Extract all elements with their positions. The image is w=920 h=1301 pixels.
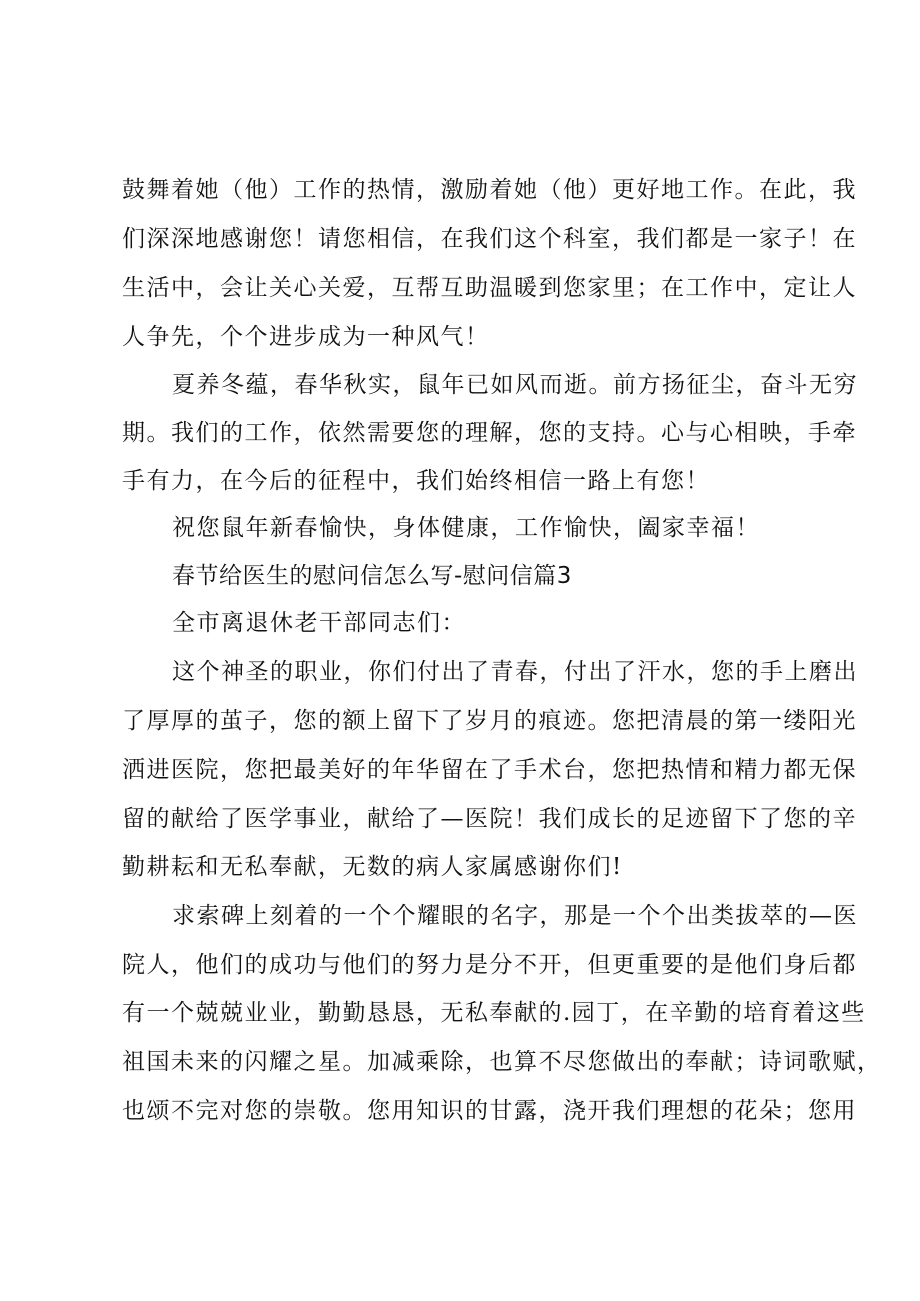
paragraph-line: 也颂不完对您的崇敬。您用知识的甘露，浇开我们理想的花朵；您用 <box>122 1098 857 1124</box>
greeting-line: 祝您鼠年新春愉快，身体健康，工作愉快，阖家幸福！ <box>172 515 760 541</box>
paragraph-line: 手有力，在今后的征程中，我们始终相信一路上有您！ <box>122 468 710 494</box>
paragraph-line: 了厚厚的茧子，您的额上留下了岁月的痕迹。您把清晨的第一缕阳光 <box>122 708 857 734</box>
paragraph-line: 鼓舞着她（他）工作的热情，激励着她（他）更好地工作。在此，我 <box>122 177 857 203</box>
paragraph-line: 院人，他们的成功与他们的努力是分不开，但更重要的是他们身后都 <box>122 952 857 978</box>
paragraph-line: 夏养冬蕴，春华秋实，鼠年已如风而逝。前方扬征尘，奋斗无穷 <box>172 372 858 398</box>
paragraph-line: 人争先，个个进步成为一种风气！ <box>122 324 490 350</box>
paragraph-line: 生活中，会让关心关爱，互帮互助温暖到您家里；在工作中，定让人 <box>122 275 857 301</box>
paragraph-line: 期。我们的工作，依然需要您的理解，您的支持。心与心相映，手牵 <box>122 420 857 446</box>
paragraph-line: 们深深地感谢您！请您相信，在我们这个科室，我们都是一家子！在 <box>122 226 857 252</box>
paragraph-line: 有一个兢兢业业，勤勤恳恳，无私奉献的.园丁，在辛勤的培育着这些 <box>122 1000 866 1026</box>
paragraph-line: 祖国未来的闪耀之星。加减乘除，也算不尽您做出的奉献；诗词歌赋， <box>122 1049 882 1075</box>
paragraph-line: 求索碑上刻着的一个个耀眼的名字，那是一个个出类拔萃的—医 <box>172 903 858 929</box>
section-heading: 春节给医生的慰问信怎么写-慰问信篇3 <box>172 563 572 589</box>
paragraph-line: 洒进医院，您把最美好的年华留在了手术台，您把热情和精力都无保 <box>122 757 857 783</box>
salutation-line: 全市离退休老干部同志们： <box>172 610 466 636</box>
paragraph-line: 留的献给了医学事业，献给了—医院！我们成长的足迹留下了您的辛 <box>122 806 857 832</box>
paragraph-line: 勤耕耘和无私奉献，无数的病人家属感谢你们! <box>122 854 623 880</box>
paragraph-line: 这个神圣的职业，你们付出了青春，付出了汗水，您的手上磨出 <box>172 659 858 685</box>
